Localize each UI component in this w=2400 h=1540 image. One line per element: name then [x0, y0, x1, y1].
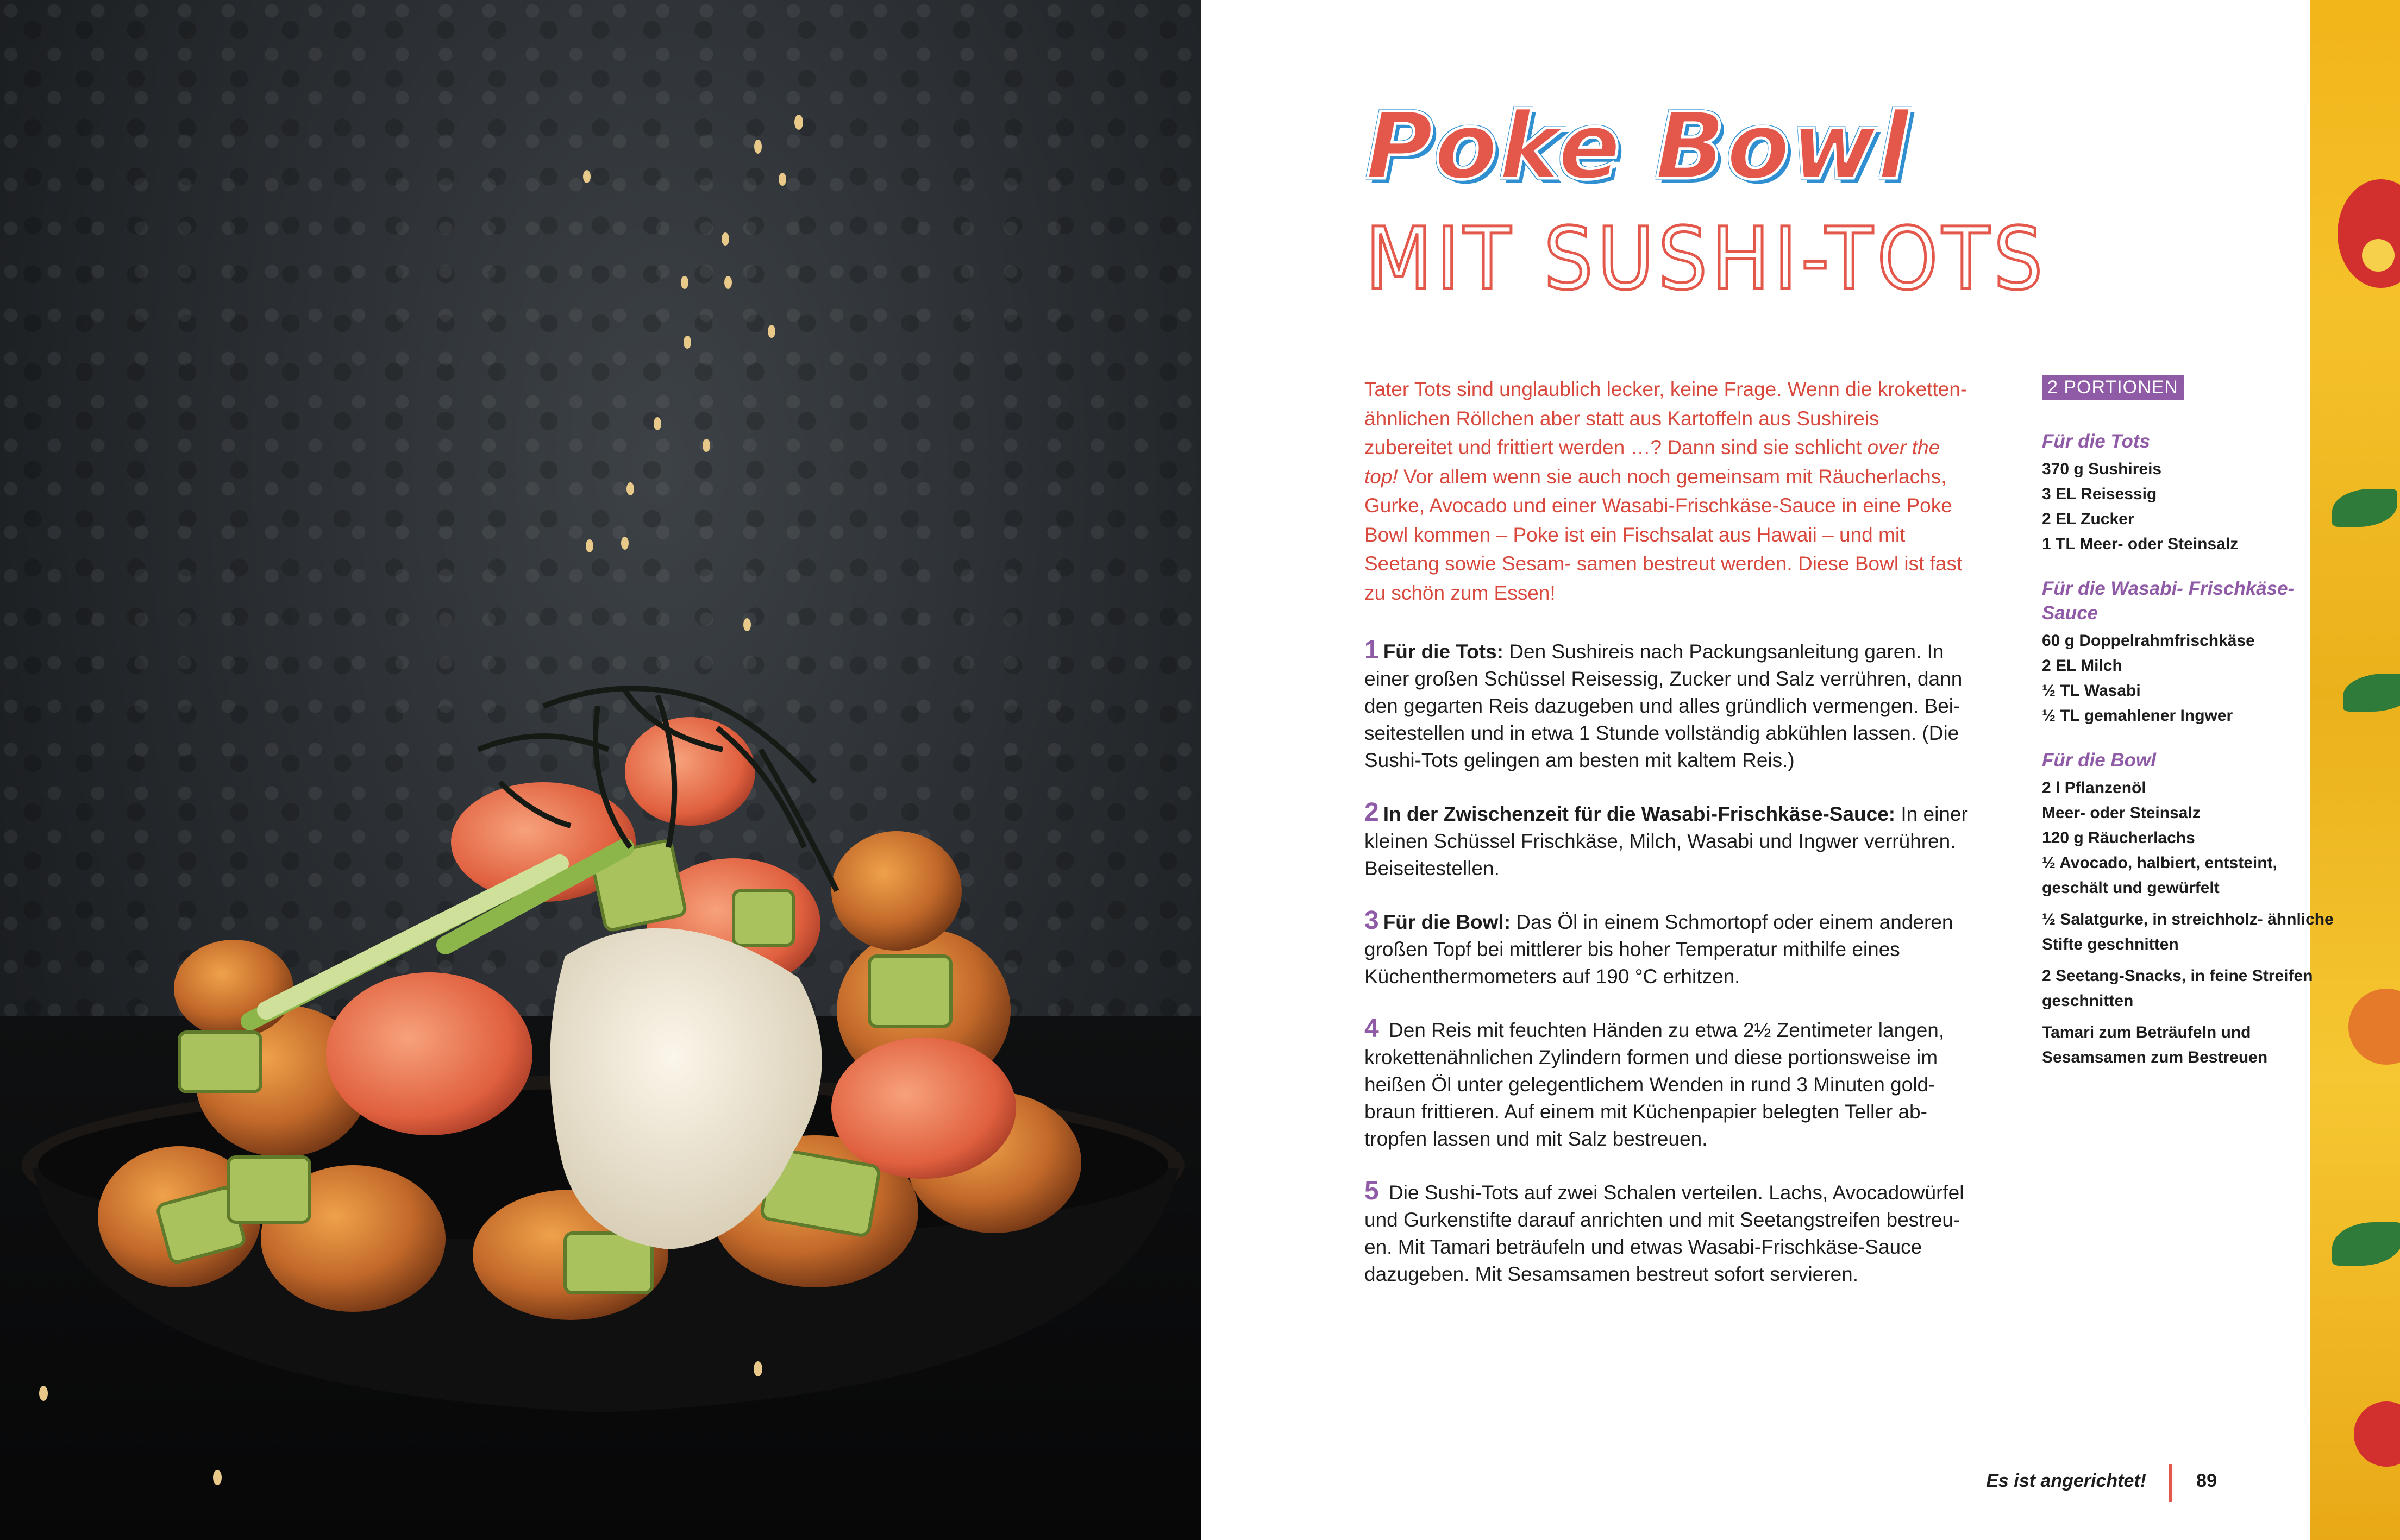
step-heading: Für die Bowl:: [1383, 911, 1511, 933]
ingredient-item: ½ Avocado, halbiert, entsteint, geschält und gewürfelt: [2042, 854, 2277, 897]
red-flower-decoration: [2338, 179, 2400, 288]
intro-text: Vor allem wenn sie auch noch gemeinsam mit Räucherlachs, Gurke, Avocado und einer Wasabi-Frischkäse-Sauce in eine Poke Bowl kommen – Poke ist ein Fischsalat aus Hawaii – und mit Seetang sowie Sesam- samen bestreut werden. Diese Bowl ist fast zu schön zum Essen!: [1364, 465, 1963, 604]
red-flower-decoration: [2354, 1401, 2400, 1467]
flower-center-decoration: [2362, 239, 2395, 272]
step-number: 5: [1364, 1177, 1379, 1205]
step-2: [1364, 799, 1984, 882]
step-number: 4: [1364, 1014, 1379, 1043]
instruction-steps: [1364, 637, 1984, 1313]
leaf-decoration: [2332, 1222, 2400, 1266]
page-footer: [1986, 1464, 2304, 1502]
section-name: Es ist angerichtet!: [1986, 1470, 2146, 1491]
servings-badge: 2 PORTIONEN: [2042, 375, 2184, 400]
ingredient-item: ½ Salatgurke, in streichholz- ähnliche Stifte geschnitten: [2042, 910, 2334, 953]
step-text: Die Sushi-Tots auf zwei Schalen verteilen. Lachs, Avocadowürfel und Gurkenstifte darauf anrichten und mit Seetangstreifen bestreu- en. Mit Tamari beträufeln und etwas Wasabi-Frischkäse-Sauce dazugeben. Mit Sesamsamen bestreut sofort servieren.: [1364, 1181, 1964, 1285]
ingredient-item: 3 EL Reisessig: [2042, 485, 2157, 503]
step-5: [1364, 1178, 1984, 1288]
ingredient-item: 120 g Räucherlachs: [2042, 829, 2195, 847]
leaf-decoration: [2332, 489, 2397, 527]
footer-divider: [2169, 1464, 2172, 1502]
step-text: Den Reis mit feuchten Händen zu etwa 2½ Zentimeter langen, krokettenähnlichen Zylindern formen und diese portionsweise im heißen Öl unter gelegentlichem Wenden in rund 3 Minuten gold- braun frittieren. Auf einem mit Küchenpapier belegten Teller ab- tropfen lassen und mit Salz bestreuen.: [1364, 1019, 1945, 1150]
ingredient-item: 370 g Sushireis: [2042, 460, 2162, 478]
step-heading: Für die Tots:: [1383, 640, 1503, 663]
ingredient-item: 2 EL Milch: [2042, 657, 2122, 675]
ingredient-item: ½ TL Wasabi: [2042, 682, 2141, 700]
step-number: 1: [1364, 636, 1379, 664]
ingredient-item: 2 EL Zucker: [2042, 510, 2134, 528]
ingredient-group-title: Für die Tots: [2042, 431, 2150, 452]
step-text: In einer kleinen Schüssel Frischkäse, Milch, Wasabi und Ingwer verrühren. Beiseitestellen.: [1364, 803, 1968, 879]
recipe-intro: [1364, 375, 1973, 607]
ingredient-item: Tamari zum Beträufeln und Sesamsamen zum Bestreuen: [2042, 1023, 2268, 1066]
step-number: 3: [1364, 906, 1379, 935]
ingredient-item: Meer- oder Steinsalz: [2042, 804, 2201, 822]
step-text: Den Sushireis nach Packungsanleitung garen. In einer großen Schüssel Reisessig, Zucker und Salz verrühren, dann den gegarten Reis dazugeben und alles gründlich vermengen. Bei- seitestellen und in etwa 1 Stunde vollständig abkühlen lassen. (Die Sushi-Tots gelingen am besten mit kaltem Reis.): [1364, 640, 1963, 771]
recipe-subtitle: MIT SUSHI-TOTS: [1365, 209, 2047, 309]
step-heading: In der Zwischenzeit für die Wasabi-Frischkäse-Sauce:: [1383, 803, 1896, 825]
ingredient-item: 60 g Doppelrahmfrischkäse: [2042, 632, 2255, 650]
recipe-title: Poke Bowl: [1365, 93, 1910, 200]
step-3: [1364, 907, 1984, 990]
step-4: [1364, 1015, 1984, 1153]
ingredient-item: ½ TL gemahlener Ingwer: [2042, 707, 2233, 725]
leaf-decoration: [2343, 674, 2400, 712]
step-number: 2: [1364, 798, 1379, 827]
orange-flower-decoration: [2348, 989, 2400, 1065]
ingredient-item: 2 Seetang-Snacks, in feine Streifen geschnitten: [2042, 967, 2313, 1010]
page-number: 89: [2196, 1470, 2217, 1491]
ingredients-sidebar: [2042, 375, 2335, 1077]
ingredient-group-title: Für die Bowl: [2042, 750, 2156, 771]
ingredient-group-title: Für die Wasabi- Frischkäse-Sauce: [2042, 578, 2295, 624]
intro-emphasis: over the top!: [1364, 436, 1940, 488]
ingredient-item: 1 TL Meer- oder Steinsalz: [2042, 535, 2239, 553]
intro-text: Tater Tots sind unglaublich lecker, keine Frage. Wenn die kroketten- ähnlichen Röllchen aber statt aus Kartoffeln aus Sushireis zubereitet und frittiert werden …? Dann sind sie schlicht: [1364, 378, 1967, 458]
ingredient-item: 2 l Pflanzenöl: [2042, 779, 2146, 797]
step-text: Das Öl in einem Schmortopf oder einem anderen großen Topf bei mittlerer bis hoher Temperatur mithilfe eines Küchenthermometers auf 190 °C erhitzen.: [1364, 911, 1953, 988]
step-1: [1364, 637, 1984, 774]
